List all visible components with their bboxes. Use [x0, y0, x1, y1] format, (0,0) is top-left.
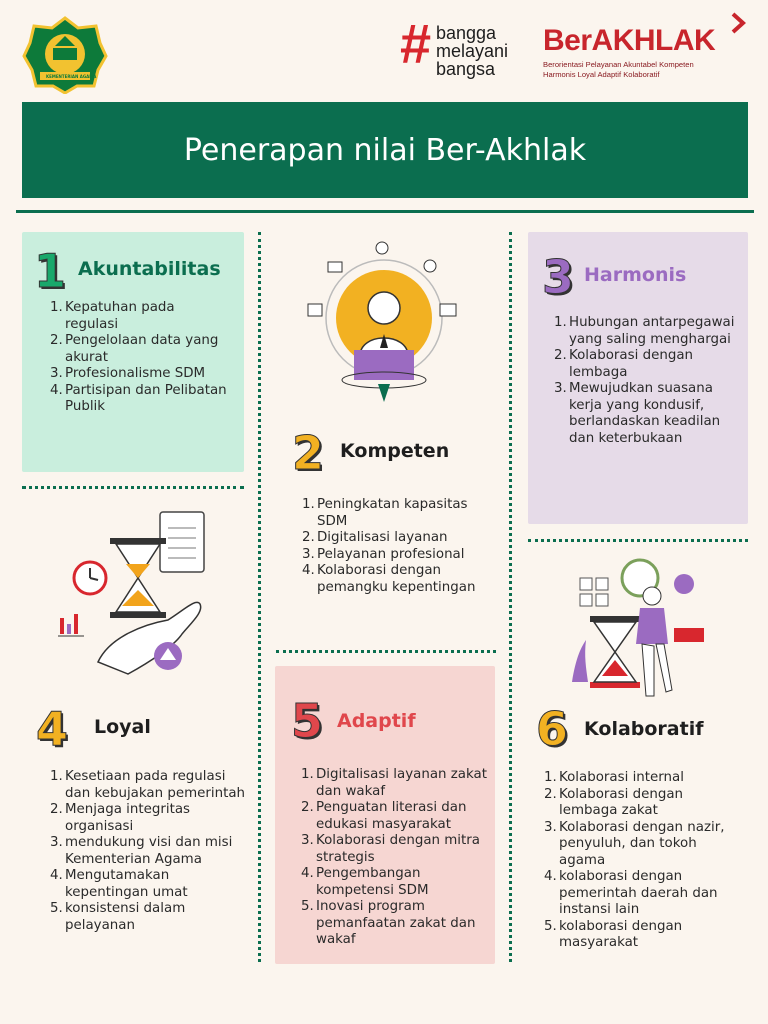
list-item: 3. Mewujudkan suasana kerja yang kondusif, berlandaskan keadilan dan keterbukaan — [554, 381, 721, 446]
section-adaptif — [275, 666, 495, 964]
list-item: 2. Pengelolaan data yang akurat — [50, 333, 219, 365]
divider-vertical-left — [258, 232, 261, 962]
section-harmonis — [528, 232, 748, 524]
chevron-right-icon — [729, 12, 749, 34]
bangga-melayani-logo — [400, 12, 530, 80]
section-number-2: 2 — [292, 426, 325, 480]
list-item: 4. Partisipan dan Pelibatan Publik — [50, 382, 227, 414]
berakhlak-logo — [543, 12, 755, 82]
section-number: 1 — [34, 244, 67, 298]
section-heading-6: Kolaboratif — [584, 718, 704, 740]
list-item: 1. Kolaborasi internal — [544, 770, 684, 785]
title-banner — [22, 102, 748, 198]
page-title: Penerapan nilai Ber-Akhlak — [183, 132, 587, 168]
collaboration-illustration — [570, 556, 720, 702]
brand-subtitle-1: Berorientasi Pelayanan Akuntabel Kompeten — [543, 60, 694, 69]
divider-horizontal-left — [22, 486, 244, 489]
list-item: 5. konsistensi dalam pelayanan — [50, 901, 186, 933]
list-item: 4. Kolaborasi dengan pemangku kepentingan — [302, 563, 476, 595]
list-item: 1. Kesetiaan pada regulasi dan kebujakan pemerintah — [50, 769, 246, 801]
list-item: 4. Mengutamakan kepentingan umat — [50, 868, 188, 900]
section-heading-4: Loyal — [94, 716, 151, 738]
tagline-line-2: melayani — [436, 41, 509, 61]
kemenag-emblem — [22, 16, 108, 94]
list-item: 2. Penguatan literasi dan edukasi masyarakat — [301, 800, 467, 832]
list-item: 1. Hubungan antarpegawai yang saling menghargai — [554, 315, 735, 347]
section-heading: Harmonis — [584, 264, 687, 286]
section-heading: Adaptif — [337, 710, 416, 732]
worker-illustration — [300, 236, 470, 406]
section-number-6: 6 — [536, 702, 569, 756]
list-item: 3. mendukung visi dan misi Kementerian Agama — [50, 835, 233, 867]
section-list — [50, 300, 230, 416]
divider-horizontal-right — [528, 539, 748, 542]
list-item: 3. Pelayanan profesional — [302, 546, 465, 562]
list-item: 5. kolaborasi dengan masyarakat — [544, 918, 683, 950]
title-divider — [16, 210, 754, 213]
emblem-label: KEMENTERIAN AGAMA — [46, 74, 97, 79]
section-list — [554, 315, 744, 447]
list-item: 3. Profesionalisme SDM — [50, 366, 206, 381]
brand-subtitle-2: Harmonis Loyal Adaptif Kolaboratif — [543, 70, 660, 79]
brand-title: BerAKHLAK — [543, 24, 716, 57]
hourglass-illustration — [50, 506, 220, 686]
divider-horizontal-middle — [276, 650, 496, 653]
list-item: 5. Inovasi program pemanfaatan zakat dan wakaf — [301, 899, 476, 947]
section-number: 5 — [291, 694, 324, 748]
hash-icon: # — [400, 12, 432, 75]
section-number: 3 — [542, 250, 575, 304]
list-item: 1. Peningkatan kapasitas SDM — [302, 497, 468, 529]
section-list-6 — [544, 770, 740, 952]
section-heading: Akuntabilitas — [78, 258, 221, 280]
section-heading-2: Kompeten — [340, 440, 450, 462]
list-item: 2. Kolaborasi dengan lembaga — [554, 348, 694, 380]
section-list — [301, 767, 487, 949]
list-item: 4. kolaborasi dengan pemerintah daerah dan instansi lain — [544, 869, 718, 917]
divider-vertical-right — [509, 232, 512, 962]
section-list-2 — [302, 497, 498, 596]
section-list-4 — [50, 769, 246, 934]
list-item: 2. Menjaga integritas organisasi — [50, 802, 191, 834]
list-item: 1. Kepatuhan pada regulasi — [50, 300, 175, 332]
section-number-4: 4 — [36, 702, 69, 756]
list-item: 3. Kolaborasi dengan nazir, penyuluh, dan tokoh agama — [544, 819, 725, 868]
list-item: 1. Digitalisasi layanan zakat dan wakaf — [301, 767, 487, 799]
list-item: 2. Kolaborasi dengan lembaga zakat — [544, 786, 684, 818]
section-akuntabilitas — [22, 232, 244, 472]
list-item: 2. Digitalisasi layanan — [302, 530, 448, 545]
tagline-line-3: bangsa — [436, 59, 496, 79]
tagline-line-1: bangga — [436, 23, 497, 43]
list-item: 3. Kolaborasi dengan mitra strategis — [301, 833, 480, 865]
list-item: 4. Pengembangan kompetensi SDM — [301, 866, 429, 898]
